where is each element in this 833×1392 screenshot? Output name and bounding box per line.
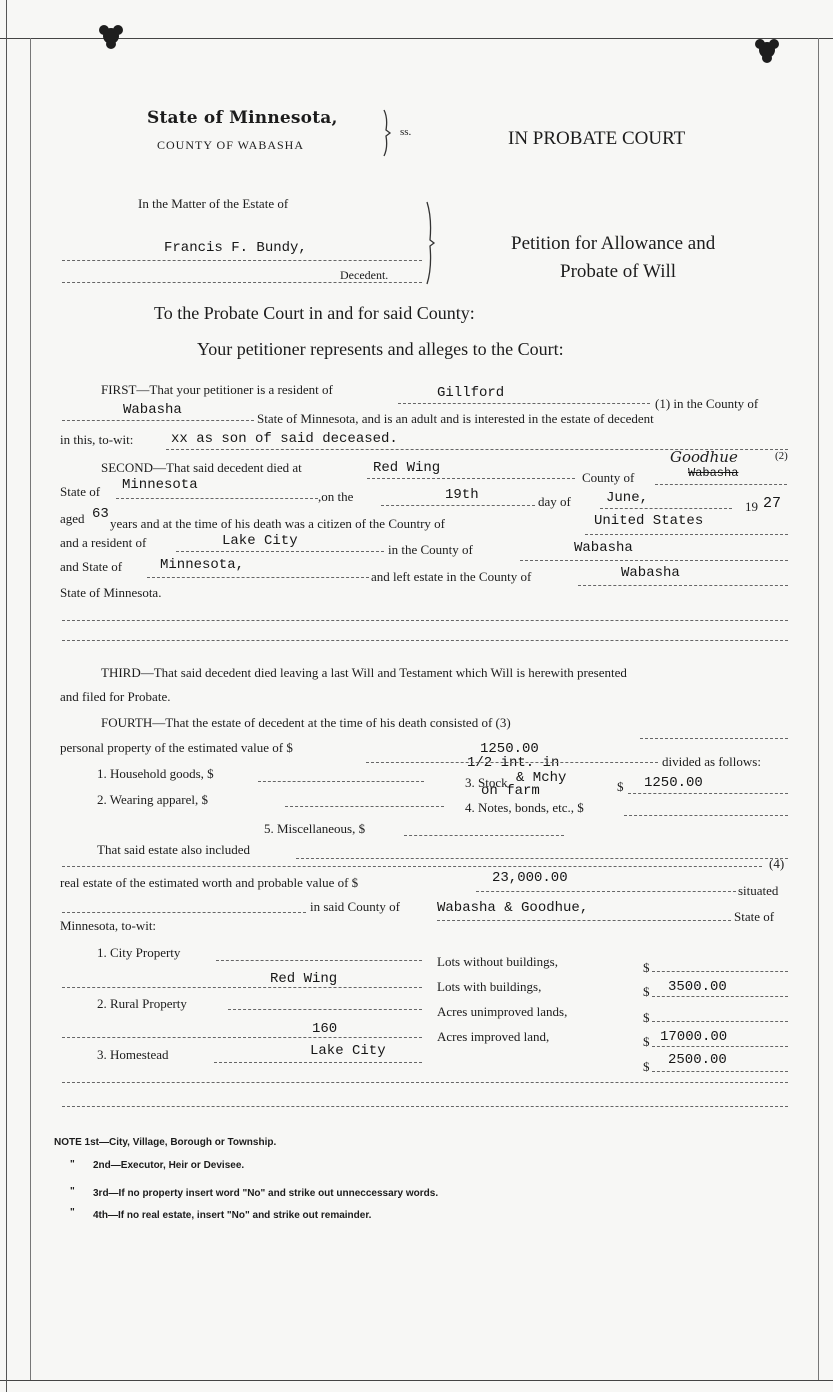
court-title: IN PROBATE COURT: [508, 128, 686, 149]
address-line2: Your petitioner represents and alleges to the Court:: [197, 339, 564, 359]
second-day: 19th: [445, 487, 479, 503]
second-county-handwritten: Goodhue: [670, 448, 738, 466]
stock-value: 1250.00: [644, 775, 703, 791]
decedent-label: Decedent.: [340, 268, 389, 282]
fourth-text-b: personal property of the estimated value of $: [60, 740, 293, 755]
second-text-b: County of: [582, 470, 635, 485]
second-residence-county-line: [520, 560, 788, 561]
note-4: 4th—If no real estate, insert "No" and strike out remainder.: [93, 1210, 372, 1221]
second-residence-county: Wabasha: [574, 540, 633, 556]
second-text-e: day of: [538, 494, 571, 509]
second-day-line: [381, 505, 535, 506]
fourth-text-d: That said estate also included: [97, 842, 251, 857]
third-text-a: THIRD—That said decedent died leaving a last Will and Testament which Will is herewith presented: [101, 665, 627, 680]
city-line-1: [216, 960, 422, 961]
second-note-ref: (2): [775, 450, 788, 462]
second-text-d: ,on the: [318, 489, 354, 504]
second-text-g: years and at the time of his death was a citizen of the Country of: [110, 516, 446, 531]
note-3: 3rd—If no property insert word "No" and strike out unneccessary words.: [93, 1188, 439, 1199]
fourth-text-g: in said County of: [310, 899, 400, 914]
first-residence-line: [398, 403, 650, 404]
blank-line-3: [62, 1082, 788, 1083]
note-1: NOTE 1st—City, Village, Borough or Township.: [54, 1137, 277, 1148]
left-border-line-inner: [30, 38, 31, 1380]
county-heading: COUNTY OF WABASHA: [157, 138, 305, 152]
misc-label: 5. Miscellaneous, $: [264, 821, 366, 836]
real-county: Wabasha & Goodhue,: [437, 900, 589, 916]
real-county-line: [437, 920, 731, 921]
bottom-border-line: [0, 1380, 833, 1381]
lots-with-label: Lots with buildings,: [437, 979, 542, 994]
misc-line: [404, 835, 564, 836]
lots-without-line: [652, 971, 788, 972]
brace-icon: [424, 200, 436, 286]
ditto-mark-4: ": [70, 1207, 75, 1218]
apparel-label: 2. Wearing apparel, $: [97, 792, 208, 807]
homestead-place: Lake City: [310, 1043, 386, 1059]
household-label: 1. Household goods, $: [97, 766, 214, 781]
personal-value-line: [366, 762, 658, 763]
rural-line-1: [228, 1009, 422, 1010]
rural-property-label: 2. Rural Property: [97, 996, 187, 1011]
acres-unimproved-line: [652, 1021, 788, 1022]
second-text-f: aged: [60, 511, 85, 526]
second-text-i: in the County of: [388, 542, 473, 557]
city-line-2: [62, 987, 422, 988]
stock-dollar: $: [617, 779, 624, 794]
third-text-b: and filed for Probate.: [60, 689, 171, 704]
notes-label: 4. Notes, bonds, etc., $: [465, 800, 584, 815]
matter-label: In the Matter of the Estate of: [138, 196, 289, 211]
second-text-c: State of: [60, 484, 101, 499]
ss-label: ss.: [400, 126, 412, 138]
second-estate-county-line: [578, 585, 788, 586]
fourth-note-ref: (4): [769, 856, 785, 871]
decedent-line: [62, 260, 422, 261]
homestead-dollar: $: [643, 1059, 650, 1074]
second-state: Minnesota: [122, 477, 198, 493]
lots-without-label: Lots without buildings,: [437, 954, 558, 969]
fourth-line-a: [640, 738, 788, 739]
city-property-label: 1. City Property: [97, 945, 181, 960]
second-text-k: and left estate in the County of: [371, 569, 532, 584]
blank-line-2: [62, 640, 788, 641]
fourth-text-e: real estate of the estimated worth and probable value of $: [60, 875, 359, 890]
second-residence-city-line: [176, 551, 384, 552]
notes-line: [624, 815, 788, 816]
fourth-text-a: FOURTH—That the estate of decedent at the time of his death consisted of (3): [101, 715, 511, 730]
second-text-a: SECOND—That said decedent died at: [101, 460, 302, 475]
second-year-suffix: 27: [763, 495, 782, 512]
acres-improved-dollar: $: [643, 1034, 650, 1049]
personal-value: 1250.00: [480, 741, 539, 757]
second-country: United States: [594, 513, 704, 529]
first-county: Wabasha: [123, 402, 182, 418]
note-2: 2nd—Executor, Heir or Devisee.: [93, 1160, 245, 1171]
blank-line-1: [62, 620, 788, 621]
first-text-b: (1) in the County of: [655, 396, 759, 411]
acres-unimproved-label: Acres unimproved lands,: [437, 1004, 568, 1019]
first-text-a: FIRST—That your petitioner is a resident of: [101, 382, 333, 397]
fourth-line-d2: [62, 866, 762, 867]
second-year-prefix: 19: [745, 499, 758, 514]
second-county-line: [655, 484, 787, 485]
first-interest: xx as son of said deceased.: [171, 431, 398, 447]
stock-typed-b: & Mchy: [516, 770, 567, 786]
second-text-j: and State of: [60, 559, 123, 574]
fourth-text-f: situated: [738, 883, 779, 898]
second-age: 63: [92, 506, 109, 522]
petition-title-line2: Probate of Will: [560, 261, 677, 282]
first-text-c: State of Minnesota, and is an adult and is interested in the estate of decedent: [257, 411, 654, 426]
first-county-line: [62, 420, 254, 421]
lots-with-line: [652, 996, 788, 997]
second-state-line: [116, 498, 318, 499]
homestead-value: 2500.00: [668, 1052, 727, 1068]
ditto-mark-2: ": [70, 1159, 75, 1170]
stock-label: 3. Stock: [465, 775, 508, 790]
fourth-text-h: State of: [734, 909, 775, 924]
homestead-label: 3. Homestead: [97, 1047, 169, 1062]
acres-unimproved-dollar: $: [643, 1010, 650, 1025]
rural-line-2: [62, 1037, 422, 1038]
left-border-line: [6, 0, 7, 1392]
petition-title-line1: Petition for Allowance and: [511, 233, 716, 254]
second-county-strike: Wabasha: [688, 466, 739, 480]
lots-with-dollar: $: [643, 984, 650, 999]
household-line: [258, 781, 424, 782]
city-place: Red Wing: [270, 971, 338, 987]
decedent-label-line: [62, 282, 422, 283]
second-text-h: and a resident of: [60, 535, 147, 550]
acres-improved-value: 17000.00: [660, 1029, 728, 1045]
right-border-line: [818, 38, 819, 1380]
first-text-d: in this, to-wit:: [60, 432, 134, 447]
first-residence: Gillford: [437, 385, 505, 401]
acres-improved-line: [652, 1046, 788, 1047]
lots-with-value: 3500.00: [668, 979, 727, 995]
ditto-mark-3: ": [70, 1186, 75, 1197]
second-month-line: [600, 508, 732, 509]
second-death-line: [367, 478, 575, 479]
second-residence-state-line: [147, 577, 369, 578]
real-value-line: [476, 891, 736, 892]
second-country-line: [585, 534, 788, 535]
second-estate-county: Wabasha: [621, 565, 680, 581]
brace-icon: [380, 108, 392, 158]
state-heading: State of Minnesota,: [147, 108, 338, 128]
real-value: 23,000.00: [492, 870, 568, 886]
address-line1: To the Probate Court in and for said County:: [154, 303, 475, 323]
second-residence-state: Minnesota,: [160, 557, 245, 573]
fourth-line-d: [296, 858, 788, 859]
blank-line-4: [62, 1106, 788, 1107]
situated-line: [62, 912, 306, 913]
decedent-name: Francis F. Bundy,: [164, 240, 307, 256]
stock-typed-c: on farm: [481, 783, 540, 799]
stock-typed-a: 1/2 int. in: [467, 755, 560, 771]
rural-acres: 160: [312, 1021, 338, 1037]
homestead-value-line: [652, 1071, 788, 1072]
homestead-line: [214, 1062, 422, 1063]
fourth-text-i: Minnesota, to-wit:: [60, 918, 157, 933]
second-death-place: Red Wing: [373, 460, 441, 476]
stock-line: [628, 793, 788, 794]
second-month: June,: [606, 490, 649, 506]
fourth-text-c: divided as follows:: [662, 754, 761, 769]
apparel-line: [285, 806, 444, 807]
second-residence-city: Lake City: [222, 533, 298, 549]
lots-without-dollar: $: [643, 960, 650, 975]
fastener-icon: [96, 22, 126, 50]
acres-improved-label: Acres improved land,: [437, 1029, 550, 1044]
second-text-l: State of Minnesota.: [60, 585, 162, 600]
fastener-icon: [752, 36, 782, 64]
